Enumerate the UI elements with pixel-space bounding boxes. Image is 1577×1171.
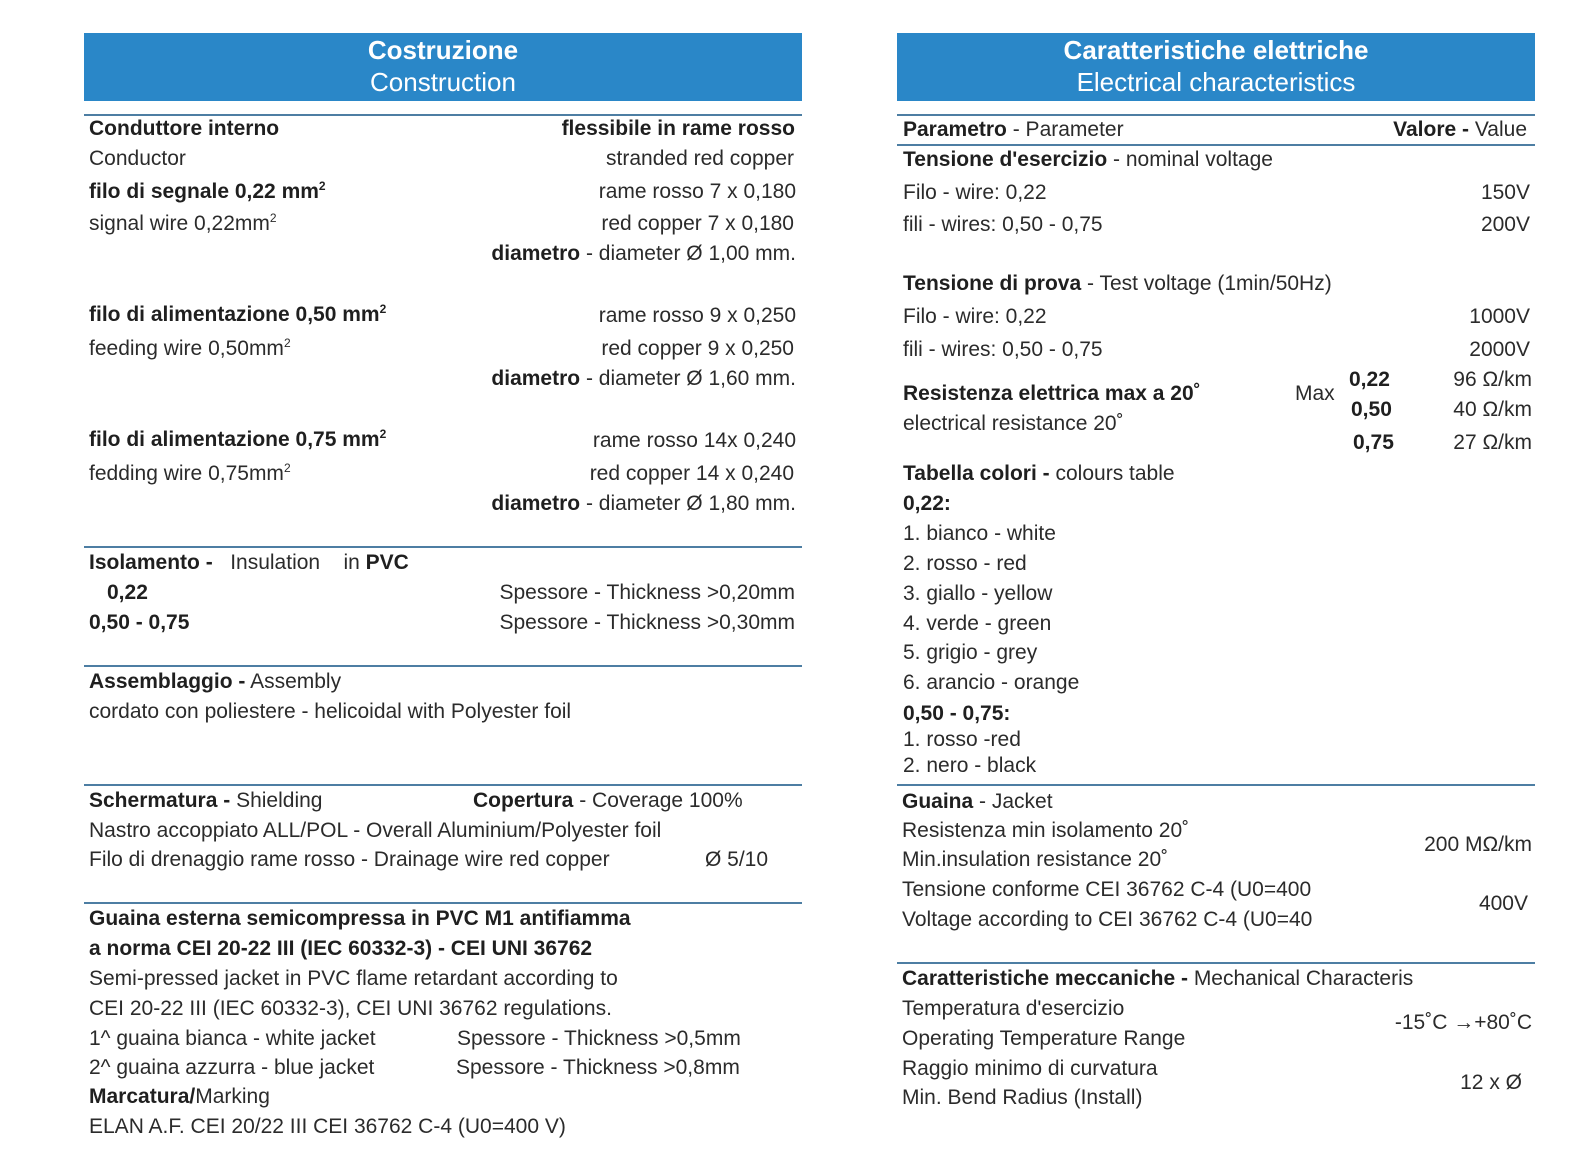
jacket-row1-value: Spessore - Thickness >0,5mm xyxy=(457,1027,741,1050)
colour-item: 1. bianco - white xyxy=(903,522,1056,545)
mechanical-bend-it: Raggio minimo di curvatura xyxy=(902,1057,1158,1080)
feed050-diameter: diametro - diameter Ø 1,60 mm. xyxy=(491,367,796,390)
test-row1-key: Filo - wire: 0,22 xyxy=(903,305,1047,328)
shielding-label: Schermatura - Shielding xyxy=(89,789,323,812)
signal-label-it: filo di segnale 0,22 $mm^2$ xyxy=(89,179,326,203)
signal-label-en: signal wire $0,22mm^2$ xyxy=(89,211,277,235)
construction-header xyxy=(84,33,802,101)
jacket-res-value: 200 MΩ/km xyxy=(1424,833,1532,856)
colour-item: 1. rosso -red xyxy=(903,728,1021,751)
jacket-volt-en: Voltage according to CEI 36762 C-4 (U0=40 xyxy=(902,908,1313,931)
shielding-line2: Filo di drenaggio rame rosso - Drainage wire red copper xyxy=(89,848,610,871)
test-row2-key: fili - wires: 0,50 - 0,75 xyxy=(903,338,1103,361)
resistance-section-1: 0,22 xyxy=(1349,368,1390,391)
nominal-row2-key: fili - wires: 0,50 - 0,75 xyxy=(903,213,1103,236)
conductor-value-it: flessibile in rame rosso xyxy=(561,117,795,140)
resistance-label: Resistenza elettrica max a 20˚ xyxy=(903,382,1201,405)
value-header: Valore - Value xyxy=(1393,118,1527,141)
jacket-label: Guaina - Jacket xyxy=(902,790,1053,813)
colours-label: Tabella colori - colours table xyxy=(903,462,1175,485)
resistance-value-1: 96 Ω/km xyxy=(1453,368,1532,391)
construction-title-en: Construction xyxy=(370,67,516,97)
shielding-coverage: Copertura - Coverage 100% xyxy=(473,789,743,812)
jacket-row2-value: Spessore - Thickness >0,8mm xyxy=(456,1056,740,1079)
jacket-res-en: Min.insulation resistance 20˚ xyxy=(902,848,1169,871)
construction-panel xyxy=(84,33,802,101)
colours-group1: 0,22: xyxy=(903,492,951,515)
jacket-volt-value: 400V xyxy=(1478,892,1528,915)
nominal-row1-key: Filo - wire: 0,22 xyxy=(903,181,1047,204)
resistance-value-2: 40 Ω/km xyxy=(1453,398,1532,421)
mechanical-label: Caratteristiche meccaniche - Mechanical Characteris xyxy=(902,967,1414,990)
divider xyxy=(84,784,802,786)
electrical-panel xyxy=(897,33,1535,101)
feed050-value-en: red copper 9 x 0,250 xyxy=(601,337,794,360)
colour-item: 5. grigio - grey xyxy=(903,641,1038,664)
jacket-row1-key: 1^ guaina bianca - white jacket xyxy=(89,1027,376,1050)
jacket-row2-key: 2^ guaina azzurra - blue jacket xyxy=(89,1056,375,1079)
divider xyxy=(84,902,802,904)
insulation-row2-value: Spessore - Thickness >0,30mm xyxy=(499,611,795,634)
jacket-text1: Semi-pressed jacket in PVC flame retardant according to xyxy=(89,967,618,990)
mechanical-temp-en: Operating Temperature Range xyxy=(902,1027,1186,1050)
colour-item: 6. arancio - orange xyxy=(903,671,1080,694)
signal-value-en: red copper 7 x 0,180 xyxy=(601,212,794,235)
feed050-label-en: feeding wire $0,50mm^2$ xyxy=(89,336,291,360)
signal-diameter: diametro - diameter Ø 1,00 mm. xyxy=(491,242,796,265)
insulation-row1-key: 0,22 xyxy=(107,581,148,604)
colour-item: 2. rosso - red xyxy=(903,552,1027,575)
insulation-row1-value: Spessore - Thickness >0,20mm xyxy=(499,581,795,604)
divider xyxy=(84,665,802,667)
mechanical-bend-value: 12 x Ø xyxy=(1460,1071,1522,1094)
divider xyxy=(84,546,802,548)
conductor-value-en: stranded red copper xyxy=(606,147,794,170)
mechanical-bend-en: Min. Bend Radius (Install) xyxy=(902,1086,1143,1109)
insulation-label: Isolamento - Insulation in PVC xyxy=(89,551,409,574)
divider xyxy=(897,114,1535,116)
feed075-value-en: red copper 14 x 0,240 xyxy=(589,462,794,485)
jacket-res-it: Resistenza min isolamento 20˚ xyxy=(902,819,1190,842)
electrical-title-it: Caratteristiche elettriche xyxy=(1063,35,1369,65)
colour-item: 3. giallo - yellow xyxy=(903,582,1053,605)
nominal-row2-value: 200V xyxy=(1480,213,1530,236)
resistance-section-3: 0,75 xyxy=(1353,431,1394,454)
resistance-value-3: 27 Ω/km xyxy=(1453,431,1532,454)
assembly-label: Assemblaggio - Assembly xyxy=(89,670,342,693)
colours-group2: 0,50 - 0,75: xyxy=(903,702,1011,725)
test-row2-value: 2000V xyxy=(1469,338,1530,361)
conductor-label-en: Conductor xyxy=(89,147,186,170)
jacket-volt-it: Tensione conforme CEI 36762 C-4 (U0=400 xyxy=(902,878,1312,901)
colour-item: 2. nero - black xyxy=(903,754,1037,777)
divider xyxy=(897,784,1535,786)
mechanical-temp-it: Temperatura d'esercizio xyxy=(902,997,1125,1020)
resistance-label-en: electrical resistance 20˚ xyxy=(903,412,1124,435)
nominal-row1-value: 150V xyxy=(1480,181,1530,204)
feed050-label-it: filo di alimentazione 0,50 $mm^2$ xyxy=(89,302,387,326)
conductor-label-it: Conduttore interno xyxy=(89,117,280,140)
feed075-label-en: fedding wire $0,75mm^2$ xyxy=(89,461,291,485)
marking-label: Marcatura/Marking xyxy=(89,1085,270,1108)
mechanical-temp-value: -15˚C →+80˚C xyxy=(1394,1011,1532,1034)
divider xyxy=(897,144,1535,146)
electrical-title-en: Electrical characteristics xyxy=(1076,67,1356,97)
feed075-label-it: filo di alimentazione 0,75 $mm^2$ xyxy=(89,427,387,451)
shielding-line1: Nastro accoppiato ALL/POL - Overall Aluminium/Polyester foil xyxy=(89,819,662,842)
divider xyxy=(897,962,1535,964)
jacket-title1: Guaina esterna semicompressa in PVC M1 antifiamma xyxy=(89,907,631,930)
jacket-title2: a norma CEI 20-22 III (IEC 60332-3) - CEI UNI 36762 xyxy=(89,937,593,960)
feed075-value-it: rame rosso 14x 0,240 xyxy=(592,429,796,452)
resistance-section-2: 0,50 xyxy=(1351,398,1392,421)
jacket-text2: CEI 20-22 III (IEC 60332-3), CEI UNI 36762 regulations. xyxy=(89,997,612,1020)
nominal-label: Tensione d'esercizio - nominal voltage xyxy=(903,148,1273,171)
colour-item: 4. verde - green xyxy=(903,612,1052,635)
feed050-value-it: rame rosso 9 x 0,250 xyxy=(598,304,796,327)
parameter-header: Parametro - Parameter xyxy=(903,118,1124,141)
shielding-line2-value: Ø 5/10 xyxy=(705,848,769,871)
marking-value: ELAN A.F. CEI 20/22 III CEI 36762 C-4 (U0=400 V) xyxy=(89,1115,566,1138)
insulation-row2-key: 0,50 - 0,75 xyxy=(89,611,190,634)
signal-value-it: rame rosso 7 x 0,180 xyxy=(598,180,796,203)
assembly-text: cordato con poliestere - helicoidal with Polyester foil xyxy=(89,700,572,723)
electrical-header xyxy=(897,33,1535,101)
test-label: Tensione di prova - Test voltage (1min/50Hz) xyxy=(903,272,1332,295)
construction-title-it: Costruzione xyxy=(367,35,519,65)
test-row1-value: 1000V xyxy=(1469,305,1530,328)
feed075-diameter: diametro - diameter Ø 1,80 mm. xyxy=(491,492,796,515)
resistance-max: Max xyxy=(1295,382,1335,405)
